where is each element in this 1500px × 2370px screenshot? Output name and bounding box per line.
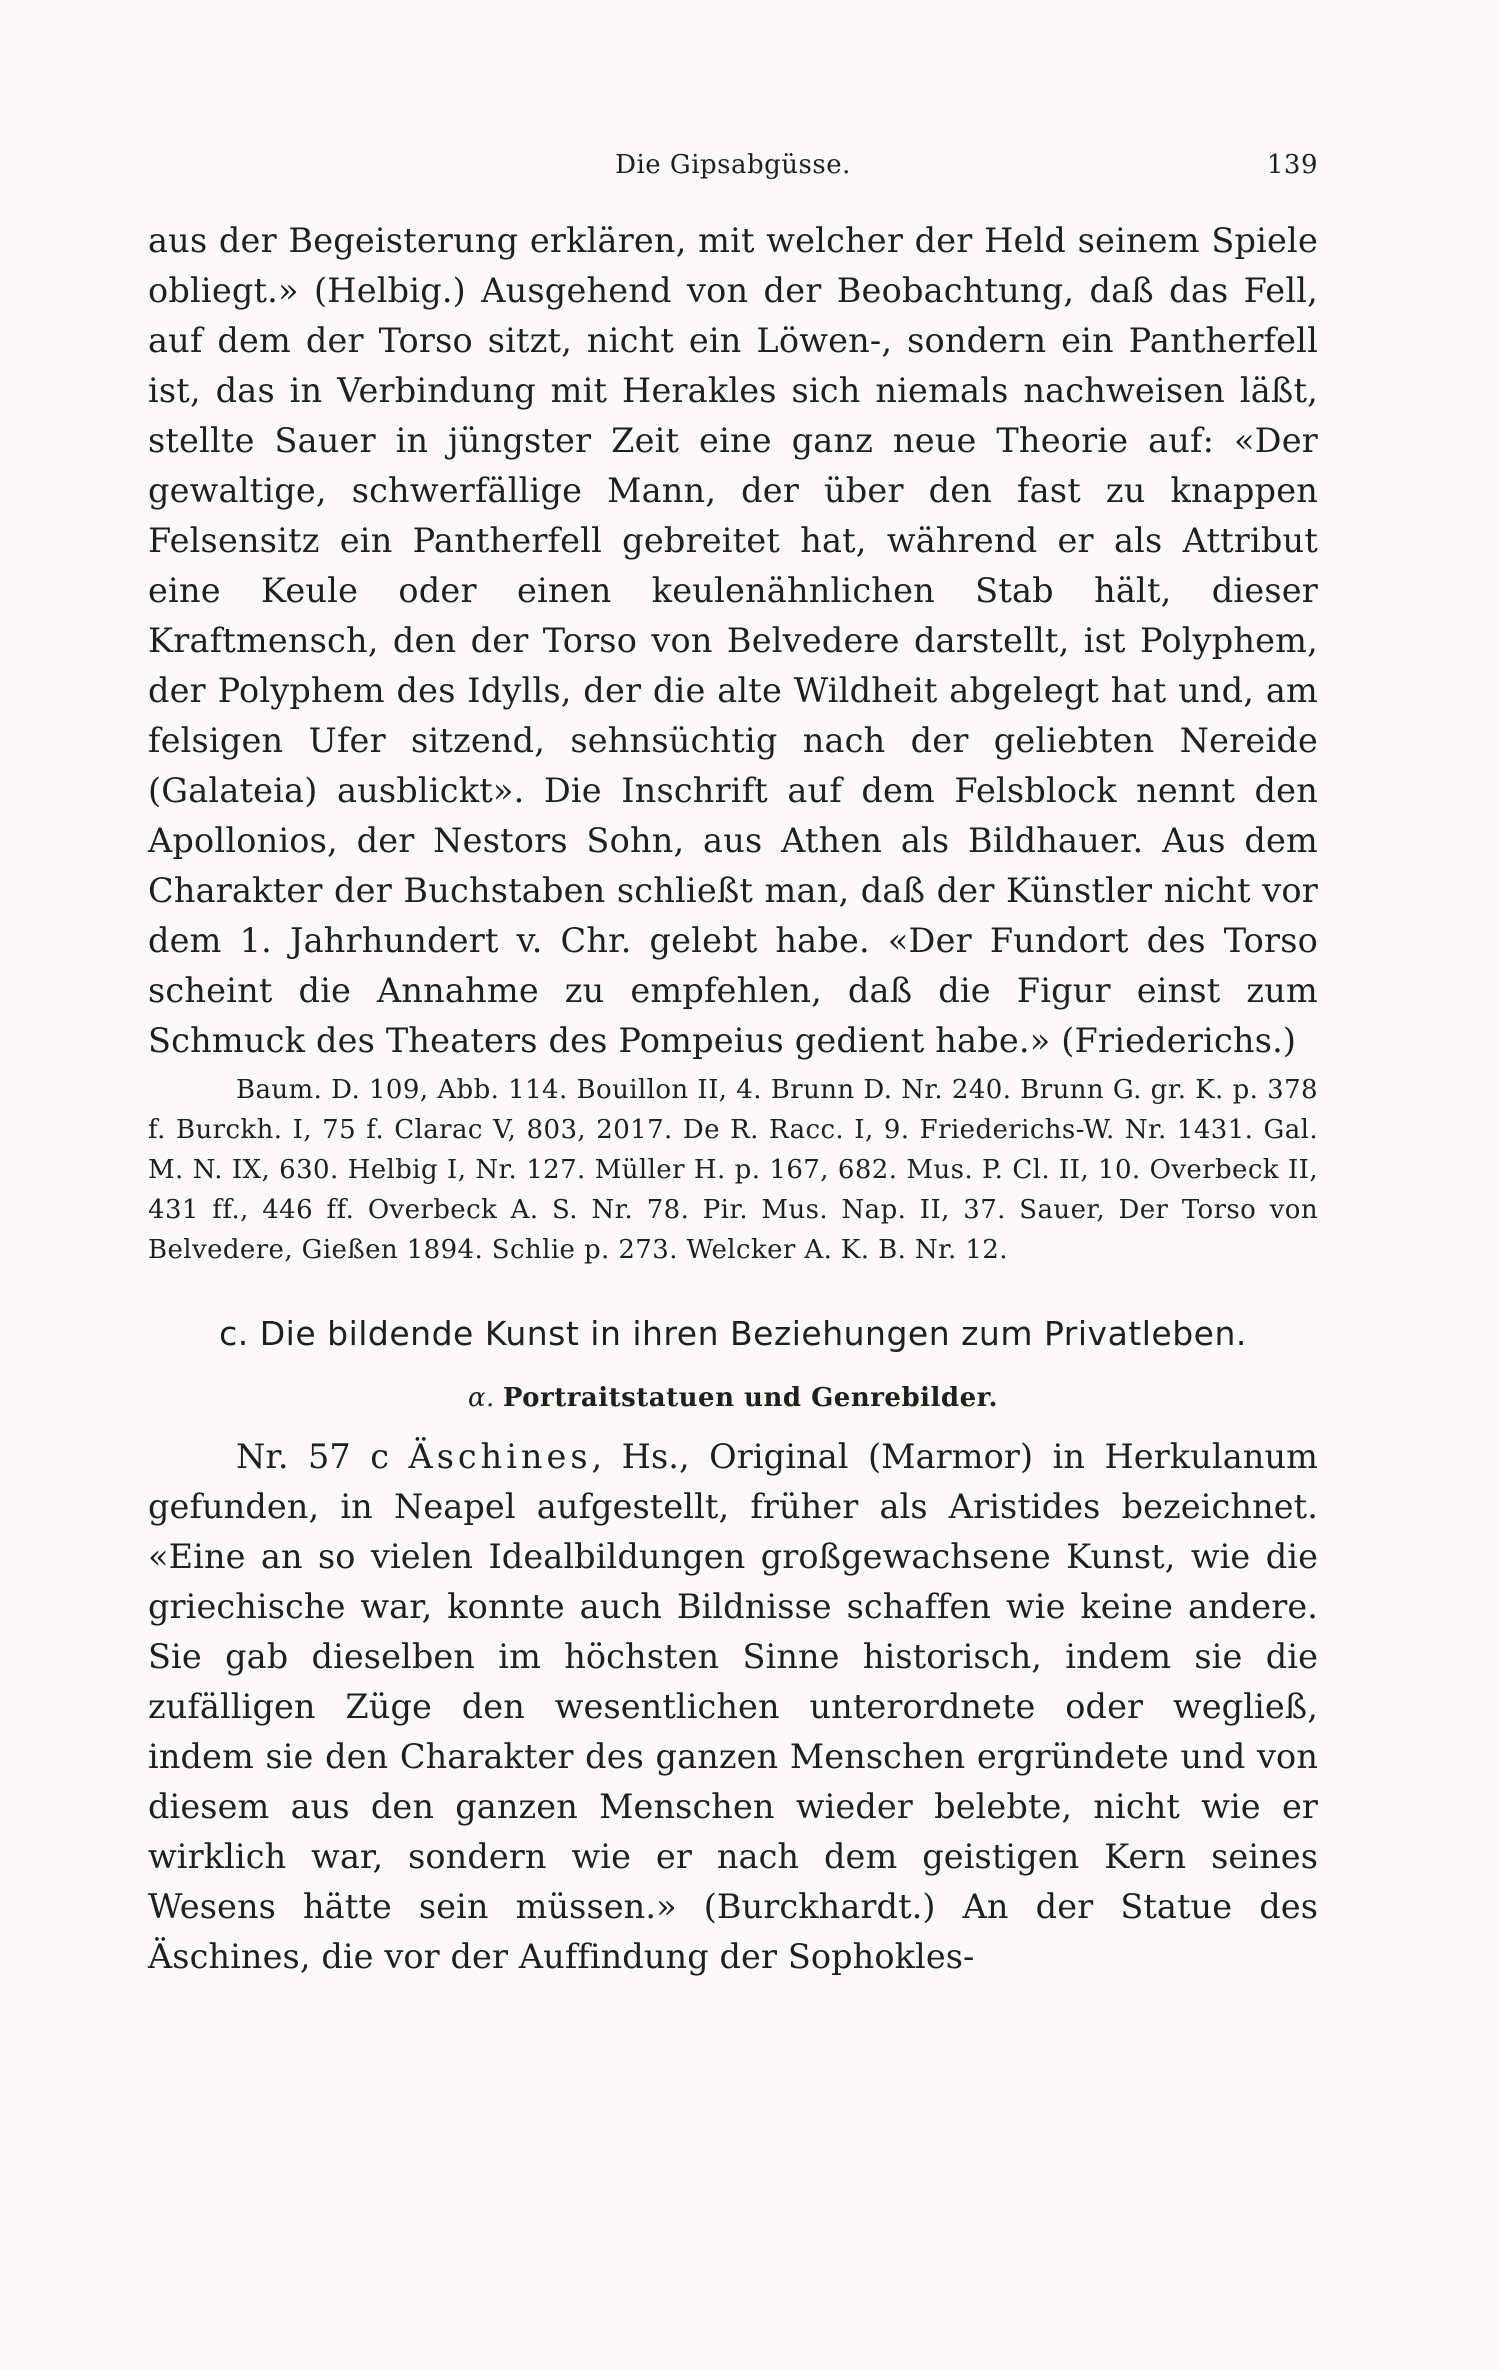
entry-number: Nr. 57 c [236, 1437, 390, 1476]
running-head-title: Die Gipsabgüsse. [615, 150, 851, 180]
catalog-entry [148, 1432, 1318, 1982]
subsection-marker: α. [467, 1383, 495, 1413]
references-block: Baum. D. 109, Abb. 114. Bouillon II, 4. Brunn D. Nr. 240. Brunn G. gr. K. p. 378 f. Burckh. I, 75 f. Clarac V, 803, 2017. De R. Racc. I, 9. Friederichs-W. Nr. 1431. Gal. M. N. IX, 630. Helbig I, Nr. 127. Müller H. p. 167, 682. Mus. P. Cl. II, 10. Overbeck II, 431 ff., 446 ff. Overbeck A. S. Nr. 78. Pir. Mus. Nap. II, 37. Sauer, Der Torso von Belvedere, Gießen 1894. Schlie p. 273. Welcker A. K. B. Nr. 12. [148, 1075, 1318, 1265]
subsection-heading [148, 1378, 1318, 1418]
subsection-title: Portraitstatuen und Genrebilder. [502, 1383, 998, 1413]
section-heading: c. Die bildende Kunst in ihren Beziehungen zum Privatleben. [219, 1314, 1247, 1353]
entry-text: , Hs., Original (Marmor) in Herkulanum gefunden, in Neapel aufgestellt, früher als Aristides bezeichnet. «Eine an so vielen Idealbildungen großgewachsene Kunst, wie die griechische war, konnte auch Bildnisse schaffen wie keine andere. Sie gab dieselben im höchsten Sinne historisch, indem sie die zufälligen Züge den wesentlichen unterordnete oder wegließ, indem sie den Charakter des ganzen Menschen ergründete und von diesem aus den ganzen Menschen wieder belebte, nicht wie er wirklich war, sondern wie er nach dem geistigen Kern seines Wesens hätte sein müssen.» (Burckhardt.) An der Statue des Äschines, die vor der Auffindung der Sophokles- [148, 1437, 1318, 1976]
entry-name: Äschines [408, 1437, 592, 1476]
body-paragraph: aus der Begeisterung erklären, mit welcher der Held seinem Spiele obliegt.» (Helbig.) Ausgehend von der Beobachtung, daß das Fell, auf dem der Torso sitzt, nicht ein Löwen-, sondern ein Pantherfell ist, das in Verbindung mit Herakles sich niemals nachweisen läßt, stellte Sauer in jüngster Zeit eine ganz neue Theorie auf: «Der gewaltige, schwerfällige Mann, der über den fast zu knappen Felsensitz ein Pantherfell gebreitet hat, während er als Attribut eine Keule oder einen keulenähnlichen Stab hält, dieser Kraftmensch, den der Torso von Belvedere darstellt, ist Polyphem, der Polyphem des Idylls, der die alte Wildheit abgelegt hat und, am felsigen Ufer sitzend, sehnsüchtig nach der geliebten Nereide (Galateia) ausblickt». Die Inschrift auf dem Felsblock nennt den Apollonios, der Nestors Sohn, aus Athen als Bildhauer. Aus dem Charakter der Buchstaben schließt man, daß der Künstler nicht vor dem 1. Jahrhundert v. Chr. gelebt habe. «Der Fundort des Torso scheint die Annahme zu empfehlen, daß die Figur einst zum Schmuck des Theaters des Pompeius gedient habe.» (Friederichs.) [148, 221, 1318, 1060]
page-number: 139 [1266, 150, 1318, 180]
running-head [148, 150, 1318, 200]
book-page [148, 150, 1318, 1982]
